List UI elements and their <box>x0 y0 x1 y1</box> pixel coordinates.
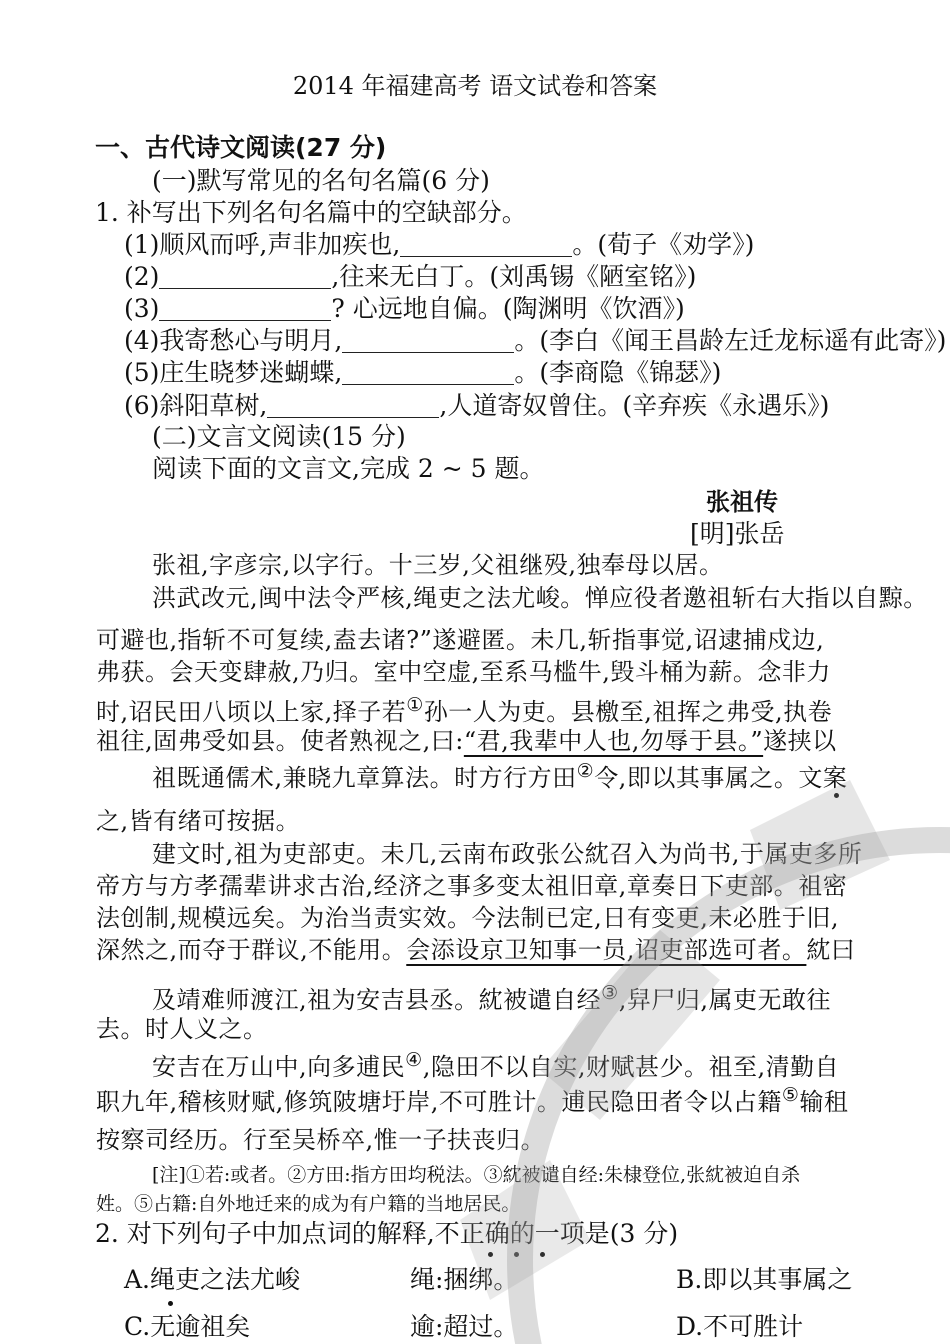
q1-item-3 <box>124 293 685 325</box>
q1-item-pre: (4)我寄愁心与明月, <box>124 326 343 355</box>
section-heading: 一、古代诗文阅读(27 分) <box>95 133 387 162</box>
q1-item-1 <box>124 229 754 261</box>
annotation-note: 姓。⑤占籍:自外地迁来的成为有户籍的当地居民。 <box>96 1193 521 1215</box>
option-a-gloss: 绳:捆绑。 <box>410 1265 519 1294</box>
passage-text: ,隐田不以自实,财赋甚少。祖至,清勤自 <box>422 1053 840 1081</box>
option-c-gloss: 逾:超过。 <box>410 1312 519 1341</box>
passage-line <box>96 1082 848 1118</box>
q1-item-post: 。(李白《闻王昌龄左迁龙标遥有此寄》) <box>514 326 947 355</box>
option-letter: C. <box>124 1312 151 1341</box>
q1-item-post: 。(荀子《劝学》) <box>572 230 755 259</box>
option-sentence: 绳吏之法尤峻 <box>150 1265 301 1294</box>
passage-author: [明]张岳 <box>690 519 785 548</box>
passage-text: 及靖难师渡江,祖为安吉县丞。紞被谴自经 <box>152 986 602 1014</box>
footnote-marker: ② <box>576 760 595 782</box>
passage-text: 令,即以其事属之。文案 <box>594 764 848 792</box>
passage-text: 时,诏民田八顷以上家,择子若 <box>96 698 407 726</box>
part2-heading: (二)文言文阅读(15 分) <box>152 422 406 451</box>
answer-blank <box>342 328 514 353</box>
q1-item-4 <box>124 325 946 357</box>
footnote-marker: ① <box>406 694 424 716</box>
underlined-sentence: “君,我辈中人也,勿辱于县。” <box>463 727 764 755</box>
q1-item-5 <box>124 357 721 389</box>
q1-item-pre: (1)顺风而呼,声非加疾也, <box>124 230 401 259</box>
passage-line: 帝方与方孝孺辈讲求古治,经济之事多变太祖旧章,章奏日下吏部。祖密 <box>96 872 848 900</box>
answer-blank <box>342 360 514 385</box>
answer-blank <box>267 393 439 418</box>
passage-line: 建文时,祖为吏部吏。未几,云南布政张公紞召入为尚书,于属吏多所 <box>152 840 863 868</box>
option-b <box>676 1264 852 1296</box>
part2-instruction: 阅读下面的文言文,完成 2 ~ 5 题。 <box>152 454 545 483</box>
passage-text: 安吉在万山中,向多逋民 <box>152 1053 406 1081</box>
passage-line: 洪武改元,闽中法令严核,绳吏之法尤峻。惮应役者邀祖斩右大指以自黥。 <box>152 584 928 612</box>
emphasis-dot <box>168 1301 173 1306</box>
q1-item-pre: (6)斜阳草树, <box>124 391 268 420</box>
option-letter: A. <box>124 1265 151 1294</box>
passage-text: 孙一人为吏。县檄至,祖挥之弗受,执卷 <box>423 698 833 726</box>
passage-line: 张祖,字彦宗,以字行。十三岁,父祖继殁,独奉母以居。 <box>152 551 724 579</box>
passage-text: 输租 <box>799 1088 849 1116</box>
passage-text: 紞曰 <box>806 936 856 964</box>
footnote-marker: ③ <box>601 982 619 1004</box>
passage-text: 深然之,而夺于群议,不能用。 <box>96 936 407 964</box>
passage-line: 之,皆有绪可按据。 <box>96 807 301 835</box>
option-d <box>676 1311 803 1343</box>
annotation-note: [注]①若:或者。②方田:指方田均税法。③紞被谴自经:朱棣登位,张紞被迫自杀 <box>152 1164 801 1186</box>
passage-title: 张祖传 <box>706 488 778 516</box>
footnote-marker: ④ <box>405 1049 423 1071</box>
passage-line <box>96 725 837 757</box>
q1-item-pre: (5)庄生晓梦迷蝴蝶, <box>124 358 343 387</box>
passage-line <box>152 1047 839 1083</box>
question-1-stem: 1. 补写出下列名句名篇中的空缺部分。 <box>95 198 527 227</box>
passage-line: 去。时人义之。 <box>96 1015 268 1043</box>
passage-line <box>152 980 831 1016</box>
passage-line: 可避也,指斩不可复续,盍去诸?”遂避匿。未几,斩指事觉,诏逮捕戍边, <box>96 626 825 654</box>
emphasis-dot <box>514 1252 519 1257</box>
footnote-marker: ⑤ <box>781 1084 800 1106</box>
q1-item-post: ,往来无白丁。(刘禹锡《陋室铭》) <box>331 262 697 291</box>
watermark-seal <box>420 740 950 1344</box>
q1-item-post: ? 心远地自偏。(陶渊明《饮酒》) <box>331 294 685 323</box>
option-sentence: 不可胜计 <box>703 1312 804 1341</box>
question-2-stem: 2. 对下列句子中加点词的解释,不正确的一项是(3 分) <box>95 1219 679 1248</box>
passage-text: 祖既通儒术,兼晓九章算法。时方行方田 <box>152 764 577 792</box>
option-sentence: 无逾祖矣 <box>150 1312 251 1341</box>
q1-item-pre: (3) <box>124 294 160 323</box>
q1-item-post: 。(李商隐《锦瑟》) <box>514 358 722 387</box>
answer-blank <box>159 264 331 289</box>
passage-text: 祖往,固弗受如县。使者熟视之,曰: <box>96 727 464 755</box>
passage-line: 按察司经历。行至吴桥卒,惟一子扶丧归。 <box>96 1126 546 1154</box>
passage-line <box>96 934 855 966</box>
option-c <box>124 1311 250 1343</box>
underlined-sentence: 会添设京卫知事一员,诏吏部选可者。 <box>406 936 807 964</box>
option-a <box>124 1264 300 1296</box>
part1-heading: (一)默写常见的名句名篇(6 分) <box>152 166 490 195</box>
q1-item-6 <box>124 390 829 422</box>
document-title: 2014 年福建高考 语文试卷和答案 <box>292 72 658 100</box>
answer-blank <box>400 232 572 257</box>
emphasis-dot <box>834 793 839 798</box>
passage-text: 遂挟以 <box>763 727 837 755</box>
emphasis-dot <box>540 1252 545 1257</box>
passage-text: ,舁尸归,属吏无敢往 <box>618 986 831 1014</box>
option-letter: D. <box>676 1312 704 1341</box>
q1-item-2 <box>124 261 696 293</box>
option-sentence: 即以其事属之 <box>702 1265 853 1294</box>
passage-line <box>152 758 847 794</box>
q1-item-post: ,人道寄奴曾住。(辛弃疾《永遇乐》) <box>439 391 830 420</box>
passage-text: 职九年,稽核财赋,修筑陂塘圩岸,不可胜计。逋民隐田者令以占籍 <box>96 1088 782 1116</box>
emphasis-dot <box>488 1252 493 1257</box>
option-letter: B. <box>676 1265 703 1294</box>
passage-line: 弗获。会天变肆赦,乃归。室中空虚,至系马槛牛,毁斗桶为薪。念非力 <box>96 658 831 686</box>
passage-line <box>96 692 832 728</box>
passage-line: 法创制,规模远矣。为治当责实效。今法制已定,日有变更,未必胜于旧, <box>96 904 840 932</box>
q1-item-pre: (2) <box>124 262 160 291</box>
answer-blank <box>159 296 331 321</box>
